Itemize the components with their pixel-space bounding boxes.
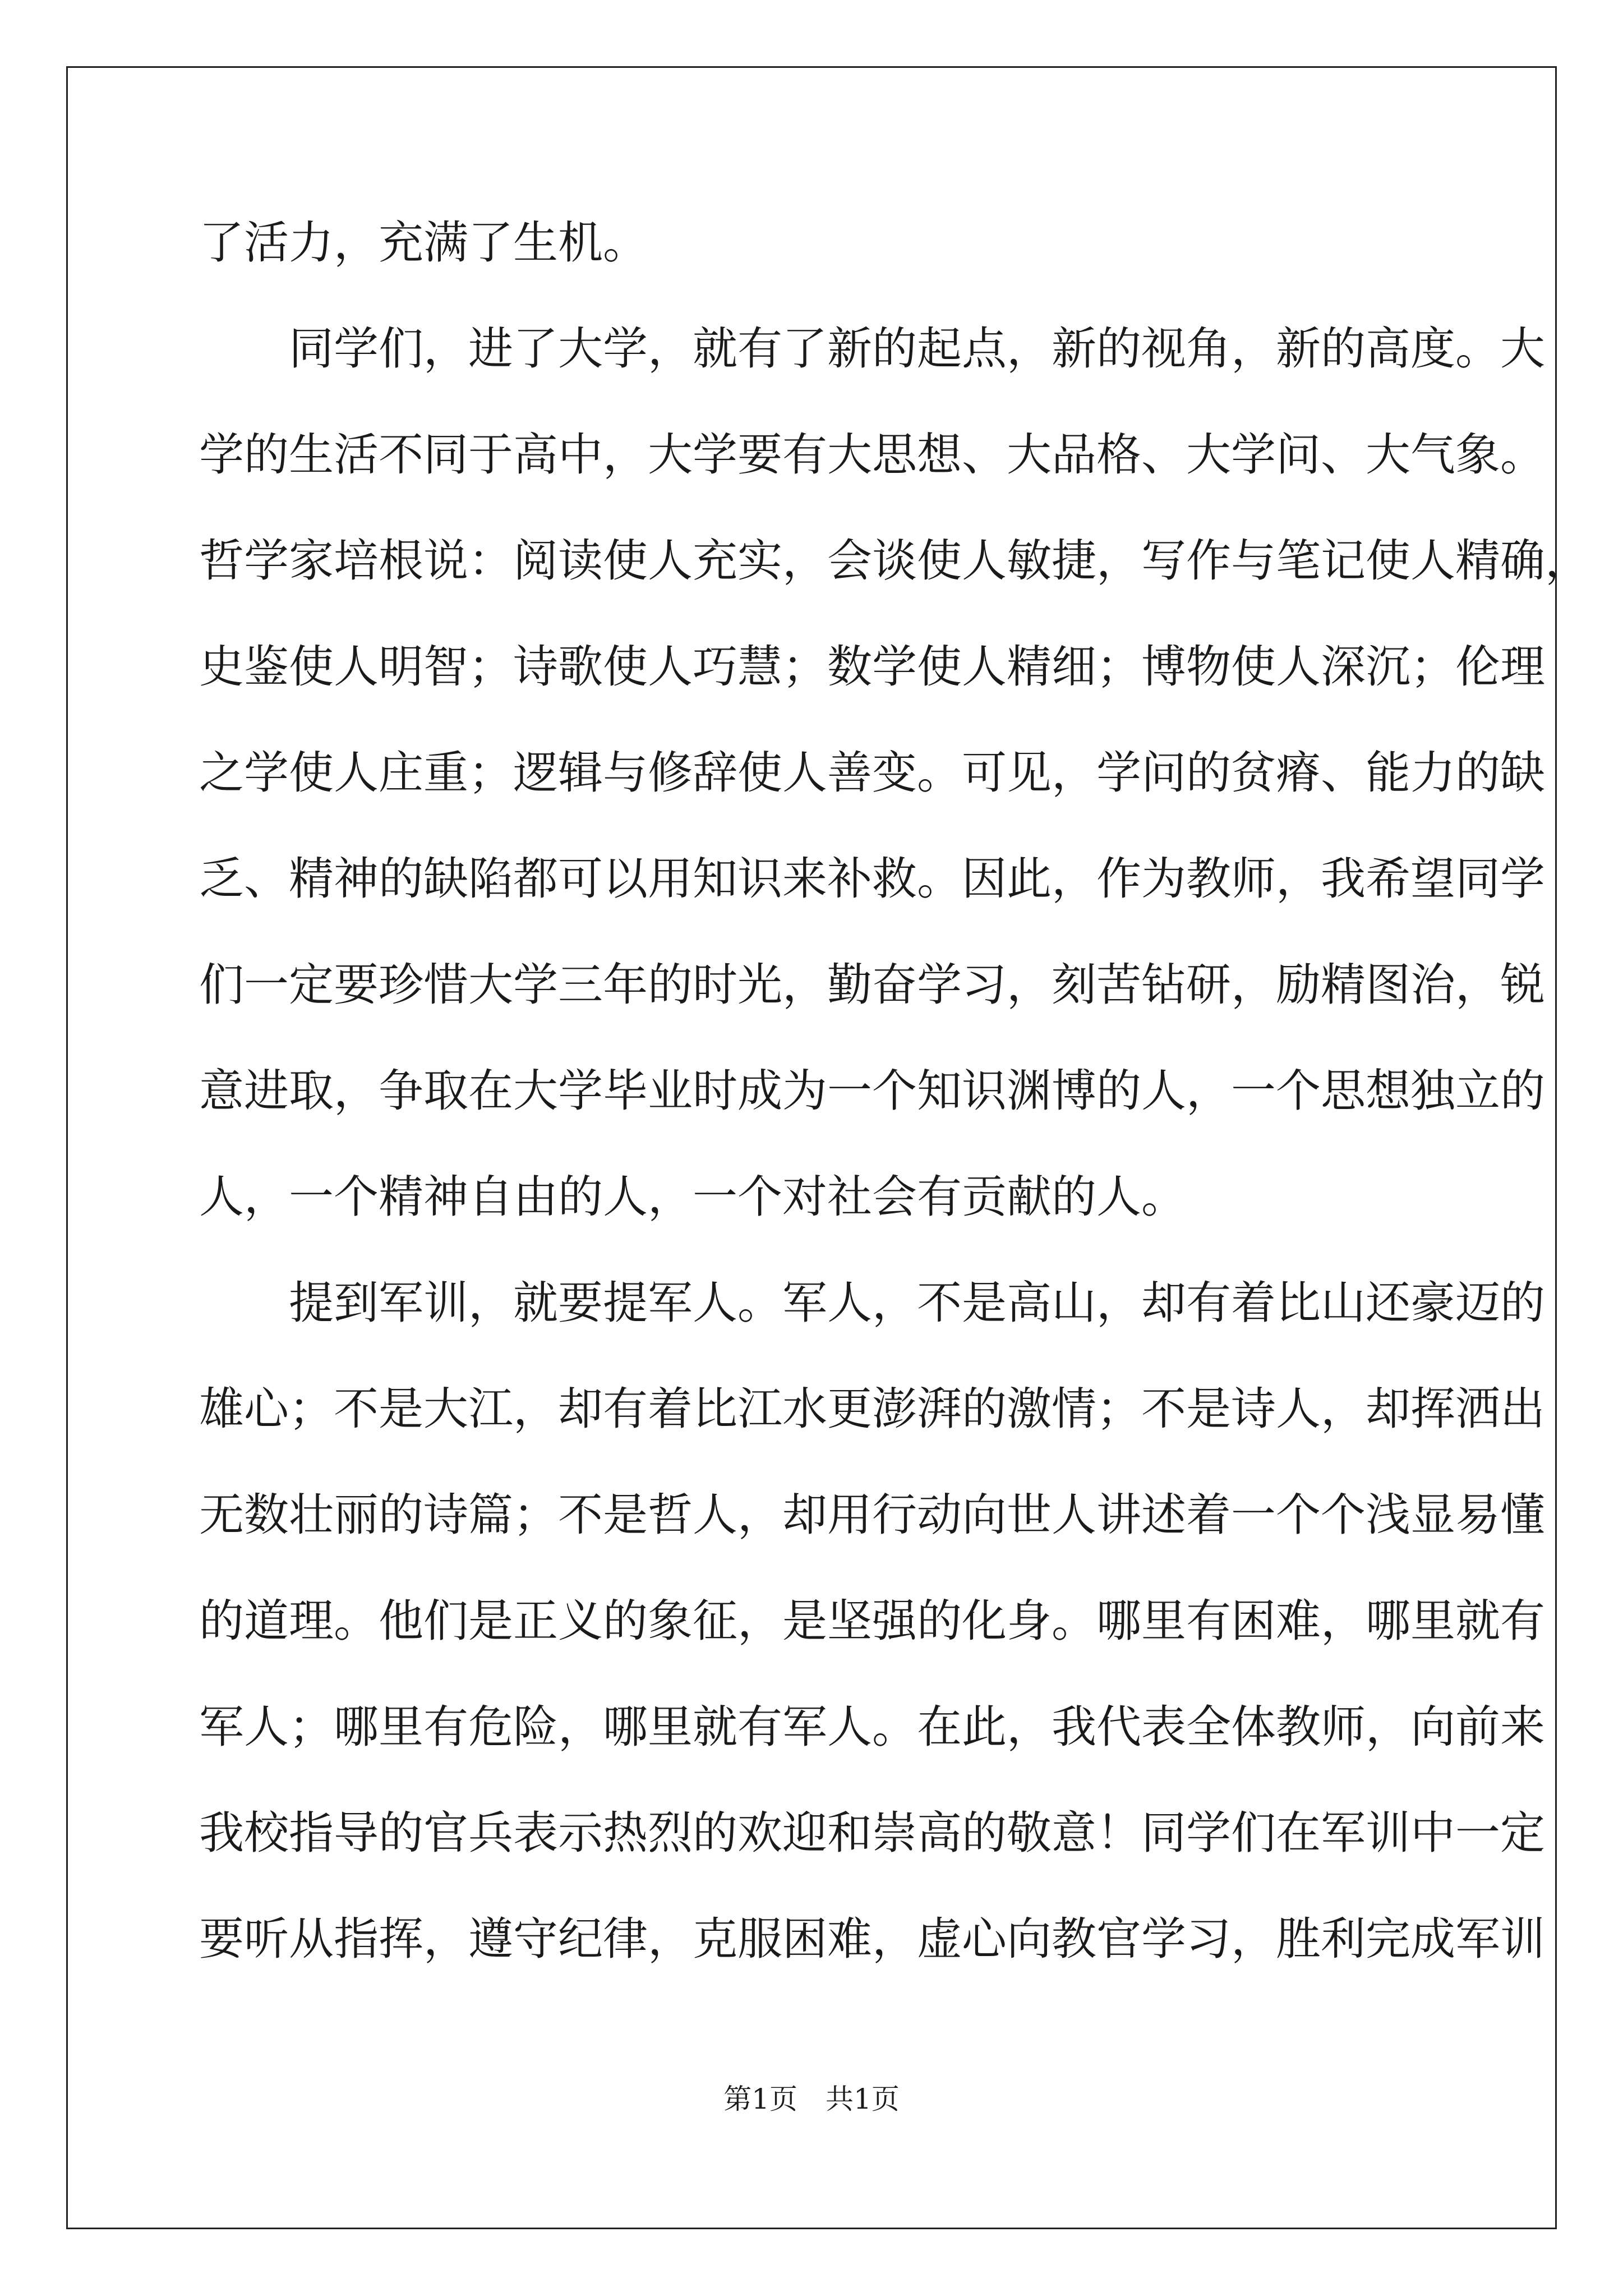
text-line: 哲学家培根说：阅读使人充实，会谈使人敏捷，写作与笔记使人精确，: [199, 535, 1590, 587]
text-line: 雄心；不是大江，却有着比江水更澎湃的激情；不是诗人，却挥洒出: [199, 1383, 1545, 1435]
text-line: 人，一个精神自由的人，一个对社会有贡献的人。: [199, 1171, 1186, 1223]
text-line: 同学们，进了大学，就有了新的起点，新的视角，新的高度。大: [289, 323, 1545, 375]
text-line: 学的生活不同于高中，大学要有大思想、大品格、大学问、大气象。: [199, 429, 1545, 481]
text-line: 之学使人庄重；逻辑与修辞使人善变。可见，学问的贫瘠、能力的缺: [199, 747, 1545, 799]
text-line: 军人；哪里有危险，哪里就有军人。在此，我代表全体教师，向前来: [199, 1701, 1545, 1753]
text-line: 提到军训，就要提军人。军人，不是高山，却有着比山还豪迈的: [289, 1277, 1545, 1329]
text-line: 史鉴使人明智；诗歌使人巧慧；数学使人精细；博物使人深沉；伦理: [199, 641, 1545, 693]
text-line: 意进取，争取在大学毕业时成为一个知识渊博的人，一个思想独立的: [199, 1065, 1545, 1117]
text-line: 要听从指挥，遵守纪律，克服困难，虚心向教官学习，胜利完成军训: [199, 1913, 1545, 1965]
text-line: 我校指导的官兵表示热烈的欢迎和崇高的敬意！同学们在军训中一定: [199, 1807, 1545, 1859]
text-line: 乏、精神的缺陷都可以用知识来补救。因此，作为教师，我希望同学: [199, 853, 1545, 905]
page-number-footer: 第1页 共1页: [723, 2083, 900, 2115]
document-body: [199, 190, 1590, 1992]
text-line: 的道理。他们是正义的象征，是坚强的化身。哪里有困难，哪里就有: [199, 1595, 1545, 1647]
text-line: 们一定要珍惜大学三年的时光，勤奋学习，刻苦钻研，励精图治，锐: [199, 959, 1545, 1011]
text-line: 无数壮丽的诗篇；不是哲人，却用行动向世人讲述着一个个浅显易懂: [199, 1489, 1545, 1541]
text-line: 了活力，充满了生机。: [199, 217, 648, 269]
